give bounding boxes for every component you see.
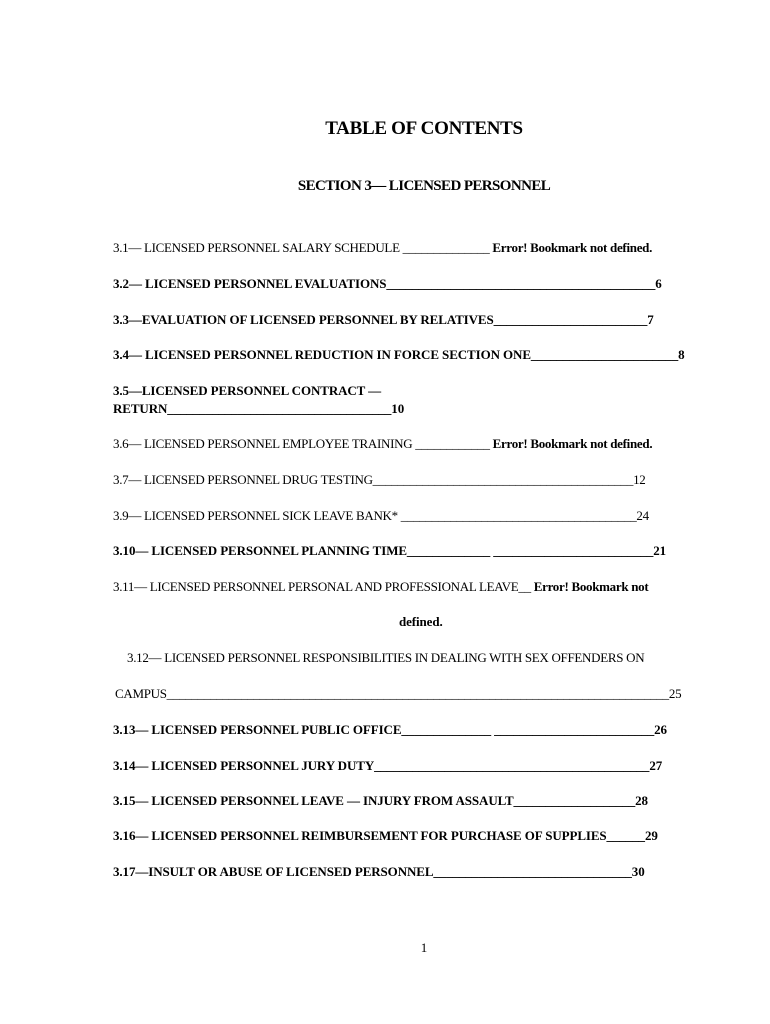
toc-entry-3-3[interactable] <box>113 311 654 329</box>
toc-entry-3-9[interactable] <box>113 507 649 525</box>
toc-entry-label: 3.11— LICENSED PERSONNEL PERSONAL AND PROFESSIONAL LEAVE__ <box>113 579 531 594</box>
toc-entry-label: CAMPUS_________________________________________________________________________________25 <box>115 686 682 701</box>
bookmark-error: Error! Bookmark not <box>530 579 649 594</box>
page-title: TABLE OF CONTENTS <box>325 118 523 139</box>
page-number: 1 <box>420 940 428 955</box>
toc-entry-3-12-line2[interactable] <box>115 685 681 703</box>
toc-entry-label: 3.13— LICENSED PERSONNEL PUBLIC OFFICE______________ _________________________26 <box>113 722 667 737</box>
toc-entry-label: 3.16— LICENSED PERSONNEL REIMBURSEMENT FOR PURCHASE OF SUPPLIES______29 <box>113 828 658 843</box>
toc-entry-label: 3.17—INSULT OR ABUSE OF LICENSED PERSONNEL_______________________________30 <box>113 864 645 879</box>
toc-entry-label: 3.6— LICENSED PERSONNEL EMPLOYEE TRAINING ____________ <box>113 436 490 451</box>
toc-entry-label: 3.14— LICENSED PERSONNEL JURY DUTY___________________________________________27 <box>113 758 663 773</box>
toc-entry-3-2[interactable] <box>113 275 662 293</box>
toc-entry-3-13[interactable] <box>113 721 667 739</box>
toc-entry-label: 3.9— LICENSED PERSONNEL SICK LEAVE BANK* ______________________________________24 <box>113 508 649 523</box>
toc-entry-3-1[interactable] <box>113 239 652 257</box>
toc-entry-3-5-line1[interactable] <box>113 382 381 400</box>
toc-entry-label: 3.15— LICENSED PERSONNEL LEAVE — INJURY FROM ASSAULT___________________28 <box>113 793 648 808</box>
toc-entry-label: 3.3—EVALUATION OF LICENSED PERSONNEL BY RELATIVES________________________7 <box>113 312 654 327</box>
section-subtitle: SECTION 3— LICENSED PERSONNEL <box>297 178 551 194</box>
toc-entry-3-12-line1[interactable] <box>127 649 644 667</box>
toc-entry-label: 3.4— LICENSED PERSONNEL REDUCTION IN FORCE SECTION ONE_______________________8 <box>113 347 685 362</box>
bookmark-error: defined. <box>399 614 443 629</box>
bookmark-error: Error! Bookmark not defined. <box>489 240 653 255</box>
toc-entry-3-10[interactable] <box>113 542 666 560</box>
toc-entry-3-5-line2[interactable] <box>113 400 404 418</box>
toc-entry-label: RETURN___________________________________10 <box>113 401 405 416</box>
toc-entry-3-7[interactable] <box>113 471 645 489</box>
bookmark-error: Error! Bookmark not defined. <box>489 436 653 451</box>
toc-entry-3-11-line1[interactable] <box>113 578 648 596</box>
toc-entry-3-11-line2[interactable] <box>399 613 443 631</box>
toc-entry-3-16[interactable] <box>113 827 658 845</box>
toc-entry-label: 3.10— LICENSED PERSONNEL PLANNING TIME_____________ _________________________21 <box>113 543 667 558</box>
toc-entry-3-17[interactable] <box>113 863 645 881</box>
toc-entry-label: 3.7— LICENSED PERSONNEL DRUG TESTING__________________________________________12 <box>113 472 646 487</box>
toc-entry-label: 3.2— LICENSED PERSONNEL EVALUATIONS__________________________________________6 <box>113 276 662 291</box>
toc-entry-3-14[interactable] <box>113 757 662 775</box>
toc-entry-label: 3.5—LICENSED PERSONNEL CONTRACT — <box>113 383 382 398</box>
toc-entry-3-6[interactable] <box>113 435 652 453</box>
toc-entry-3-15[interactable] <box>113 792 648 810</box>
toc-entry-label: 3.12— LICENSED PERSONNEL RESPONSIBILITIES IN DEALING WITH SEX OFFENDERS ON <box>127 650 645 665</box>
toc-entry-label: 3.1— LICENSED PERSONNEL SALARY SCHEDULE ______________ <box>113 240 490 255</box>
toc-entry-3-4[interactable] <box>113 346 685 364</box>
